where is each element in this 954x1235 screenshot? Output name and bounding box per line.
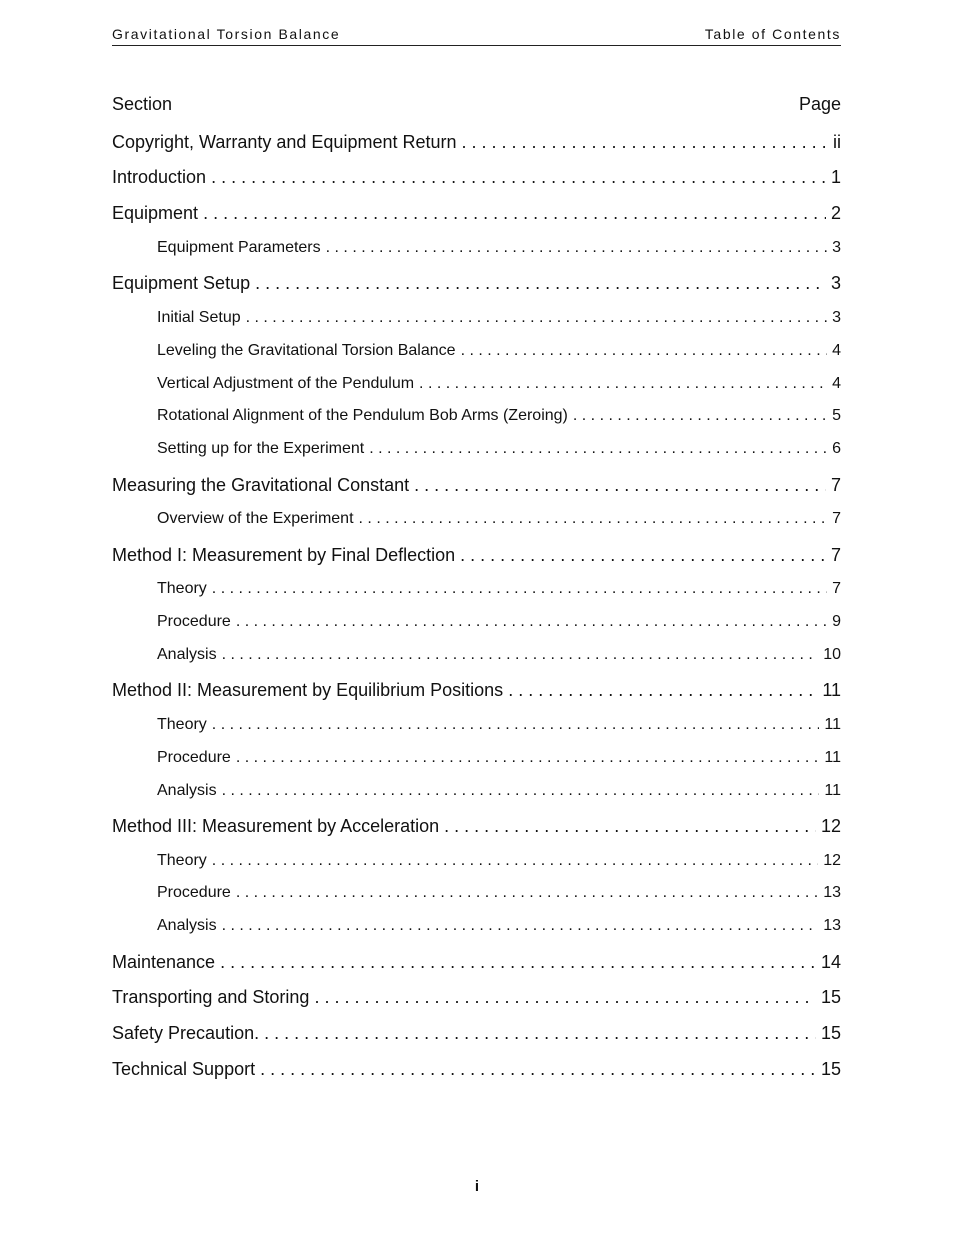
- toc-entry-title: Copyright, Warranty and Equipment Return: [112, 132, 457, 152]
- running-header: [112, 25, 841, 46]
- toc-entry-title: Initial Setup: [157, 309, 241, 326]
- toc-entry-page: 7: [832, 580, 841, 597]
- toc-subentry[interactable]: [157, 611, 841, 633]
- toc-subentry[interactable]: [157, 714, 841, 736]
- toc-entry[interactable]: [112, 543, 841, 567]
- toc-entry-page: 12: [820, 816, 841, 836]
- toc-entry-title: Measuring the Gravitational Constant: [112, 475, 410, 495]
- toc-subentry[interactable]: [157, 237, 841, 259]
- dot-leader: [222, 915, 819, 937]
- toc-entry-title: Analysis: [157, 646, 217, 663]
- dot-leader: [461, 340, 828, 362]
- section-title: Table of Contents: [704, 26, 841, 42]
- toc-entry[interactable]: [112, 985, 841, 1009]
- toc-entry-page: 3: [832, 239, 841, 256]
- dot-leader: [573, 405, 827, 427]
- toc-subentry[interactable]: [157, 915, 841, 937]
- toc-entry-page: 4: [832, 342, 841, 359]
- toc-entry-page: 11: [824, 716, 841, 733]
- toc-subentry[interactable]: [157, 780, 841, 802]
- document-title: Gravitational Torsion Balance: [112, 26, 341, 42]
- toc-entry-title: Rotational Alignment of the Pendulum Bob Arms (Zeroing): [157, 407, 568, 424]
- dot-leader: [414, 473, 826, 497]
- toc-entry-page: 15: [820, 987, 841, 1007]
- toc-entry-title: Theory: [157, 852, 207, 869]
- dot-leader: [236, 747, 820, 769]
- toc-entry[interactable]: [112, 1057, 841, 1081]
- toc-subentry[interactable]: [157, 508, 841, 530]
- dot-leader: [236, 611, 827, 633]
- toc-entry-title: Transporting and Storing: [112, 987, 310, 1007]
- toc-entry-page: 7: [832, 510, 841, 527]
- toc-entry-title: Overview of the Experiment: [157, 510, 354, 527]
- toc-subentry[interactable]: [157, 747, 841, 769]
- toc-entry-title: Method III: Measurement by Acceleration: [112, 816, 440, 836]
- toc-entry[interactable]: [112, 1021, 841, 1045]
- toc-entry-page: 3: [832, 309, 841, 326]
- toc-column-headings: [112, 92, 841, 116]
- dot-leader: [369, 438, 827, 460]
- toc-entry-title: Safety Precaution.: [112, 1023, 260, 1043]
- toc-entry-page: 11: [824, 749, 841, 766]
- toc-entry-title: Equipment: [112, 203, 199, 223]
- dot-leader: [211, 165, 826, 189]
- toc-entry-page: 6: [832, 440, 841, 457]
- section-column-heading: Section: [112, 94, 173, 114]
- toc-entry-title: Setting up for the Experiment: [157, 440, 365, 457]
- dot-leader: [236, 882, 818, 904]
- toc-entry-page: 15: [820, 1023, 841, 1043]
- toc-subentry[interactable]: [157, 644, 841, 666]
- toc-entry-title: Analysis: [157, 917, 217, 934]
- dot-leader: [326, 237, 827, 259]
- toc-entry[interactable]: [112, 271, 841, 295]
- dot-leader: [222, 780, 820, 802]
- toc-entry-page: 11: [822, 680, 841, 700]
- dot-leader: [203, 201, 826, 225]
- toc-entry-title: Method I: Measurement by Final Deflection: [112, 545, 456, 565]
- toc-entry-title: Equipment Parameters: [157, 239, 321, 256]
- dot-leader: [264, 1021, 816, 1045]
- toc-entry[interactable]: [112, 678, 841, 702]
- toc-entry-page: 1: [830, 167, 841, 187]
- toc-entry-title: Procedure: [157, 884, 231, 901]
- dot-leader: [314, 985, 816, 1009]
- dot-leader: [419, 373, 827, 395]
- dot-leader: [359, 508, 828, 530]
- toc-entry-page: 3: [830, 273, 841, 293]
- dot-leader: [212, 850, 818, 872]
- toc-subentry[interactable]: [157, 578, 841, 600]
- toc-entry-title: Vertical Adjustment of the Pendulum: [157, 375, 415, 392]
- toc-entry-page: 13: [823, 884, 841, 901]
- dot-leader: [460, 543, 826, 567]
- page-column-heading: Page: [798, 94, 841, 114]
- toc-entry-page: 9: [832, 613, 841, 630]
- toc-subentry[interactable]: [157, 307, 841, 329]
- dot-leader: [212, 714, 820, 736]
- toc-entry-title: Method II: Measurement by Equilibrium Positions: [112, 680, 504, 700]
- dot-leader: [212, 578, 827, 600]
- toc-entry[interactable]: [112, 201, 841, 225]
- toc-entry[interactable]: [112, 950, 841, 974]
- dot-leader: [255, 271, 826, 295]
- dot-leader: [246, 307, 827, 329]
- toc-entry-title: Analysis: [157, 782, 217, 799]
- toc-entry-title: Procedure: [157, 613, 231, 630]
- dot-leader: [508, 678, 817, 702]
- toc-subentry[interactable]: [157, 882, 841, 904]
- toc-subentry[interactable]: [157, 438, 841, 460]
- toc-entry-page: 4: [832, 375, 841, 392]
- toc-entry[interactable]: [112, 165, 841, 189]
- toc-subentry[interactable]: [157, 850, 841, 872]
- toc-entry-page: 11: [824, 782, 841, 799]
- toc-subentry[interactable]: [157, 405, 841, 427]
- toc-entry-page: 12: [823, 852, 841, 869]
- toc-entry-page: ii: [833, 132, 841, 152]
- toc-entry[interactable]: [112, 130, 841, 154]
- toc-entry-page: 2: [830, 203, 841, 223]
- toc-entry-page: 10: [823, 646, 841, 663]
- toc-entry-title: Theory: [157, 716, 207, 733]
- toc-entry-page: 13: [823, 917, 841, 934]
- toc-entry-title: Leveling the Gravitational Torsion Balance: [157, 342, 456, 359]
- toc-entry-title: Technical Support: [112, 1059, 256, 1079]
- toc-entry[interactable]: [112, 814, 841, 838]
- dot-leader: [260, 1057, 816, 1081]
- toc-entry-page: 5: [832, 407, 841, 424]
- toc-entry-page: 14: [820, 952, 841, 972]
- dot-leader: [444, 814, 816, 838]
- toc-entry-page: 15: [820, 1059, 841, 1079]
- toc-entry-page: 7: [830, 545, 841, 565]
- toc-entry-page: 7: [830, 475, 841, 495]
- toc-entry-title: Equipment Setup: [112, 273, 251, 293]
- dot-leader: [462, 130, 829, 154]
- toc-entry-title: Procedure: [157, 749, 231, 766]
- dot-leader: [220, 950, 816, 974]
- toc-subentry[interactable]: [157, 373, 841, 395]
- toc-entry-title: Theory: [157, 580, 207, 597]
- dot-leader: [222, 644, 819, 666]
- toc-entry-title: Maintenance: [112, 952, 216, 972]
- page-number: i: [474, 1178, 480, 1195]
- toc-entry[interactable]: [112, 473, 841, 497]
- toc-entry-title: Introduction: [112, 167, 207, 187]
- toc-subentry[interactable]: [157, 340, 841, 362]
